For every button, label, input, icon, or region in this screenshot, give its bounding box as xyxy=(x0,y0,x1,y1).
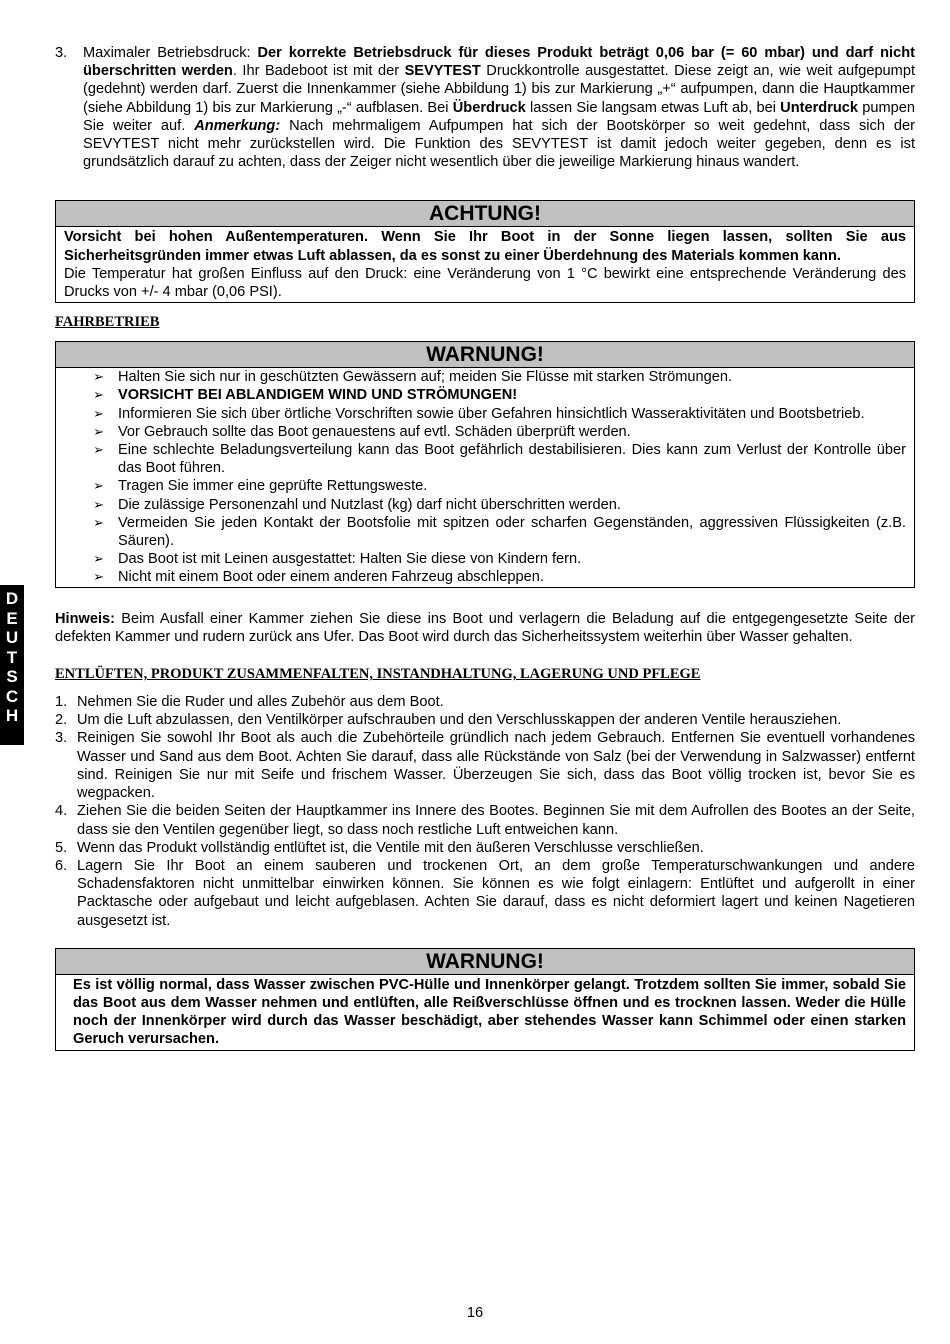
side-tab-letter: U xyxy=(5,628,19,647)
arrow-bullet-icon: ➢ xyxy=(93,496,104,512)
language-side-tab xyxy=(0,585,24,745)
step-number: 2. xyxy=(55,712,68,729)
intro-bold-3: Überdruck xyxy=(452,99,526,116)
achtung-title: ACHTUNG! xyxy=(56,201,914,227)
warnung-list-item-text: Tragen Sie immer eine geprüfte Rettungsweste. xyxy=(118,478,428,495)
intro-bold-2: SEVYTEST xyxy=(404,63,481,80)
side-tab-letter: H xyxy=(5,706,19,725)
step-number: 3. xyxy=(55,730,68,747)
arrow-bullet-icon: ➢ xyxy=(93,569,104,585)
step-number: 1. xyxy=(55,694,68,711)
achtung-box xyxy=(55,200,915,303)
intro-text-1: Maximaler Betriebsdruck: xyxy=(83,45,258,61)
achtung-body xyxy=(56,227,914,302)
arrow-bullet-icon: ➢ xyxy=(93,551,104,567)
warnung-list-item xyxy=(56,568,914,586)
warnung-list-item-text: Vermeiden Sie jeden Kontakt der Bootsfolie mit spitzen oder scharfen Gegenständen, aggressiven Flüssigkeiten (z.B. Säuren). xyxy=(118,514,906,550)
achtung-bold-text: Vorsicht bei hohen Außentemperaturen. Wenn Sie Ihr Boot in der Sonne liegen lassen, sollten Sie aus Sicherheitsgründen immer etwas Luft ablassen, da es sonst zu einer Überdehnung des Materials kommen kann. xyxy=(64,229,906,264)
step-item xyxy=(55,857,915,930)
intro-bold-4: Unterdruck xyxy=(780,99,859,116)
intro-list-item xyxy=(55,44,915,171)
arrow-bullet-icon: ➢ xyxy=(93,369,104,385)
step-text: Reinigen Sie sowohl Ihr Boot als auch die Zubehörteile gründlich nach jedem Gebrauch. Entfernen Sie eventuell vorhandenes Wasser und Sand aus dem Boot. Achten Sie darauf, dass alle Rückstände von Salz (bei der Verwendung in Salzwasser) entfernt sind. Reinigen Sie nur mit Seife und frischem Wasser. Überzeugen Sie sich, dass das Boot völlig trocken ist, bevor Sie es wegpacken. xyxy=(77,730,915,802)
intro-text-3: Druckkontrolle ausgestattet. Diese zeigt an, wie weit aufgepumpt (gedehnt) werden darf. Zuerst die Innenkammer (siehe Abbildung 1) bis zur Markierung „+“ aufpumpen, dann die Hauptkammer (siehe Abbildung 1) bis zur Markierung „-“ aufblasen. Bei xyxy=(83,63,915,116)
step-number: 4. xyxy=(55,803,68,820)
warnung-list-item xyxy=(56,477,914,495)
warnung-title-2: WARNUNG! xyxy=(56,949,914,975)
step-text: Nehmen Sie die Ruder und alles Zubehör aus dem Boot. xyxy=(77,694,444,711)
warnung-list-item xyxy=(56,496,914,514)
warnung-list-item-text: Eine schlechte Beladungsverteilung kann das Boot gefährlich destabilisieren. Dies kann zum Verlust der Kontrolle über das Boot führen. xyxy=(118,442,906,477)
step-item xyxy=(55,693,915,711)
step-number: 6. xyxy=(55,857,68,874)
intro-bold-5: Anmerkung: xyxy=(194,117,281,134)
intro-text-2: . Ihr Badeboot ist mit der xyxy=(232,63,405,80)
step-item xyxy=(55,729,915,802)
side-tab-letter: S xyxy=(6,667,18,686)
step-text: Ziehen Sie die beiden Seiten der Hauptkammer ins Innere des Bootes. Beginnen Sie mit dem Aufrollen des Bootes an der Seite, dass sie den Ventilen gegenüber liegt, so dass noch restliche Luft entweichen kann. xyxy=(77,803,915,838)
page-number: 16 xyxy=(466,1305,484,1321)
warnung-list-item xyxy=(56,514,914,550)
arrow-bullet-icon: ➢ xyxy=(93,387,104,403)
intro-text-5: pumpen Sie weiter auf. xyxy=(83,99,915,134)
step-text: Um die Luft abzulassen, den Ventilkörper aufschrauben und den Verschlusskappen der anderen Ventile herausziehen. xyxy=(77,712,842,729)
warnung-list-item-text: Vor Gebrauch sollte das Boot genauestens auf evtl. Schäden überprüft werden. xyxy=(118,423,631,440)
achtung-text: Die Temperatur hat großen Einfluss auf den Druck: eine Veränderung von 1 °C bewirkt eine entsprechende Veränderung des Drucks von +/- 4 mbar (0,06 PSI). xyxy=(64,265,906,301)
step-number: 5. xyxy=(55,839,68,856)
warnung-list-item xyxy=(56,550,914,568)
intro-text-4: lassen Sie langsam etwas Luft ab, bei xyxy=(525,99,781,116)
hinweis-text: Beim Ausfall einer Kammer ziehen Sie diese ins Boot und verlagern die Beladung auf die entgegengesetzte Seite der defekten Kammer und rudern zurück ans Ufer. Das Boot wird durch das Sicherheitssystem weiterhin über Wasser gehalten. xyxy=(55,610,915,645)
warnung-list-item xyxy=(56,405,914,423)
warnung-list-item xyxy=(56,441,914,477)
section-heading-fahrbetrieb: FAHRBETRIEB xyxy=(55,314,160,331)
side-tab-letter: E xyxy=(6,608,18,628)
intro-item-text xyxy=(83,44,915,171)
hinweis-paragraph xyxy=(55,610,915,646)
warnung-box-1 xyxy=(55,341,915,587)
step-item xyxy=(55,711,915,729)
warnung-box-2 xyxy=(55,948,915,1051)
warnung-list-item-text: Das Boot ist mit Leinen ausgestattet: Halten Sie diese von Kindern fern. xyxy=(118,551,582,568)
arrow-bullet-icon: ➢ xyxy=(93,514,104,530)
side-tab-letter: C xyxy=(5,686,19,706)
warnung-list-item xyxy=(56,368,914,386)
side-tab-letter: D xyxy=(5,589,19,608)
warnung-list-item-text: Die zulässige Personenzahl und Nutzlast (kg) darf nicht überschritten werden. xyxy=(118,496,621,513)
warnung-list-item xyxy=(56,423,914,441)
intro-bold-1: Der korrekte Betriebsdruck für dieses Produkt beträgt 0,06 bar (= 60 mbar) und darf nicht überschritten werden xyxy=(83,45,915,80)
step-item xyxy=(55,839,915,857)
warnung-title-1: WARNUNG! xyxy=(56,342,914,368)
warnung-list-item xyxy=(56,386,914,404)
step-item xyxy=(55,802,915,838)
side-tab-letter: T xyxy=(6,647,18,667)
step-text: Lagern Sie Ihr Boot an einem sauberen und trockenen Ort, an dem große Temperaturschwankungen und andere Schadensfaktoren nicht unmittelbar einwirken können. Sie können es wie folgt einlagern: Entlüftet und aufgerollt in einer Packtasche oder aufgebaut und leicht aufgeblasen. Achten Sie darauf, dass es nicht deformiert lagert und keinen Nagetieren ausgesetzt ist. xyxy=(77,857,915,929)
warnung-list-item-text: Informieren Sie sich über örtliche Vorschriften sowie über Gefahren hinsichtlich Wasseraktivitäten und Bootsbetrieb. xyxy=(118,405,865,422)
section-heading-entlueften: ENTLÜFTEN, PRODUKT ZUSAMMENFALTEN, INSTANDHALTUNG, LAGERUNG UND PFLEGE xyxy=(55,666,701,683)
arrow-bullet-icon: ➢ xyxy=(93,405,104,421)
warnung-list-item-text: Nicht mit einem Boot oder einem anderen Fahrzeug abschleppen. xyxy=(118,569,544,586)
intro-text-6: Nach mehrmaligem Aufpumpen hat sich der Bootskörper so weit gedehnt, dass sich der SEVYTEST nicht mehr zurückstellen wird. Die Funktion des SEVYTEST ist damit jedoch weiter gegeben, denn es ist grundsätzlich darauf zu achten, dass der Zeiger nicht wesentlich über die jeweilige Markierung hinaus wandert. xyxy=(83,117,915,171)
hinweis-label: Hinweis: xyxy=(55,610,116,627)
arrow-bullet-icon: ➢ xyxy=(93,423,104,439)
arrow-bullet-icon: ➢ xyxy=(93,478,104,494)
page-content xyxy=(55,44,915,1051)
warnung-list-item-text: VORSICHT BEI ABLANDIGEM WIND UND STRÖMUNGEN! xyxy=(118,387,518,404)
intro-item-number: 3. xyxy=(55,45,68,61)
arrow-bullet-icon: ➢ xyxy=(93,442,104,458)
warnung-2-text: Es ist völlig normal, dass Wasser zwischen PVC-Hülle und Innenkörper gelangt. Trotzdem sollten Sie immer, sobald Sie das Boot aus dem Wasser nehmen und entlüften, alle Reißverschlüsse öffnen und es trocknen lassen. Weder die Hülle noch der Innenkörper wird durch das Wasser beschädigt, aber stehendes Wasser kann Schimmel oder einen starken Geruch verursachen. xyxy=(73,976,906,1048)
steps-list xyxy=(55,693,915,930)
warnung-list xyxy=(56,368,914,586)
step-text: Wenn das Produkt vollständig entlüftet ist, die Ventile mit den äußeren Verschlusse verschließen. xyxy=(77,839,704,856)
warnung-list-item-text: Halten Sie sich nur in geschützten Gewässern auf; meiden Sie Flüsse mit starken Strömungen. xyxy=(118,369,733,386)
